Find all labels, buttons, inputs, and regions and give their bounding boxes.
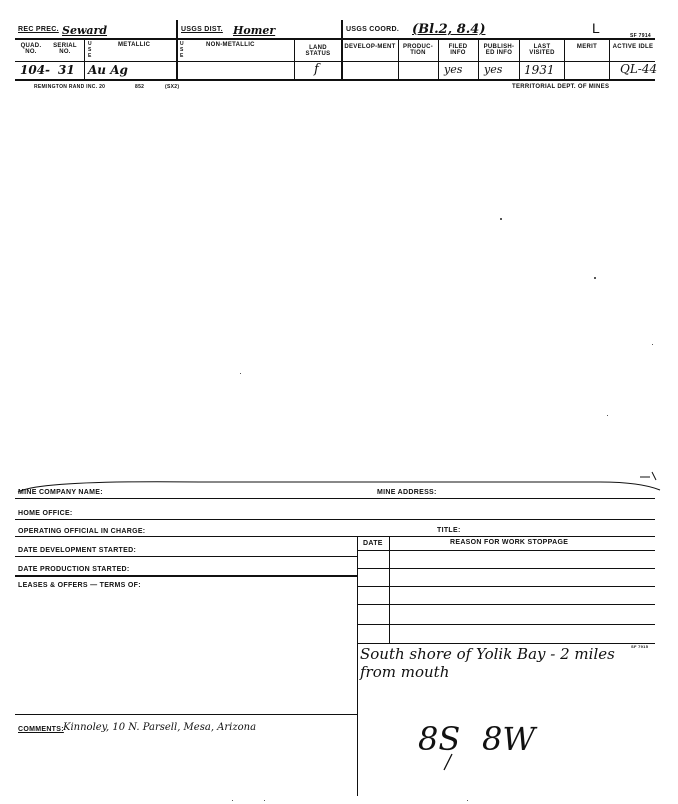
value-published-info: yes [484, 63, 503, 76]
printer-code-2: (SX2) [165, 84, 180, 90]
mine-address-label: MINE ADDRESS: [377, 489, 437, 496]
date-production-label: DATE PRODUCTION STARTED: [18, 566, 130, 573]
col-last-visited: LAST VISITED [529, 44, 555, 56]
value-serial-no: 31 [58, 63, 75, 77]
comments-value: Kinnoley, 10 N. Parsell, Mesa, Arizona [63, 722, 257, 733]
value-filed-info: yes [444, 63, 463, 76]
corner-mark: L [592, 20, 600, 36]
usgs-coord-label: USGS COORD. [346, 26, 400, 33]
territorial-dept: TERRITORIAL DEPT. OF MINES [512, 84, 610, 90]
home-office-label: HOME OFFICE: [18, 510, 73, 517]
value-metallic: Au Ag [88, 63, 128, 77]
location-note-line-1: South shore of Yolik Bay - 2 miles [360, 645, 615, 663]
date-development-label: DATE DEVELOPMENT STARTED: [18, 547, 137, 554]
title-label: TITLE: [437, 527, 461, 534]
col-metallic: METALLIC [118, 42, 151, 48]
col-merit: MERIT [576, 44, 598, 50]
usgs-coord-value: (Bl.2, 8.4) [412, 22, 486, 37]
value-land-status: f [314, 62, 319, 77]
col-production: PRODUC-TION [402, 44, 434, 56]
value-last-visited: 1931 [524, 63, 555, 77]
col-serial-no: SERIAL NO. [53, 43, 77, 55]
rec-prec-value: Seward [62, 24, 108, 37]
reason-header: REASON FOR WORK STOPPAGE [450, 539, 569, 546]
township-slash [438, 752, 458, 772]
printer-credit: REMINGTON RAND INC. 20 [34, 84, 106, 90]
comments-label: COMMENTS: [18, 726, 64, 733]
form-number-bottom: SF 7915 [631, 644, 649, 649]
col-published-info: PUBLISH-ED INFO [483, 44, 515, 56]
mine-company-name-label: MINE COMPANY NAME: [18, 489, 103, 496]
value-active-idle: QL-44 [620, 62, 658, 76]
col-quad-no: QUAD. NO. [20, 43, 42, 55]
col-non-metallic: NON-METALLIC [206, 42, 255, 48]
usgs-dist-label: USGS DIST. [181, 26, 223, 33]
form-number-top: SF 7914 [630, 33, 652, 39]
printer-code: 852 [135, 84, 145, 90]
col-use-metallic: U S E [88, 41, 92, 59]
rec-prec-label: REC PREC. [18, 26, 59, 33]
col-filed-info: FILED INFO [448, 44, 468, 56]
range-value: 8W [482, 720, 536, 758]
leases-offers-label: LEASES & OFFERS — TERMS OF: [18, 582, 141, 589]
township-value: 8S [418, 720, 461, 758]
location-note-line-2: from mouth [360, 663, 450, 681]
operating-official-label: OPERATING OFFICIAL IN CHARGE: [18, 528, 146, 535]
col-land-status: LAND STATUS [305, 45, 331, 57]
col-development: DEVELOP-MENT [344, 44, 396, 50]
col-active-idle: ACTIVE IDLE [612, 44, 654, 50]
date-header: DATE [363, 540, 383, 547]
col-use-nonmetallic: U S E [180, 41, 184, 59]
value-quad-no: 104- [20, 63, 51, 77]
usgs-dist-value: Homer [233, 24, 276, 37]
